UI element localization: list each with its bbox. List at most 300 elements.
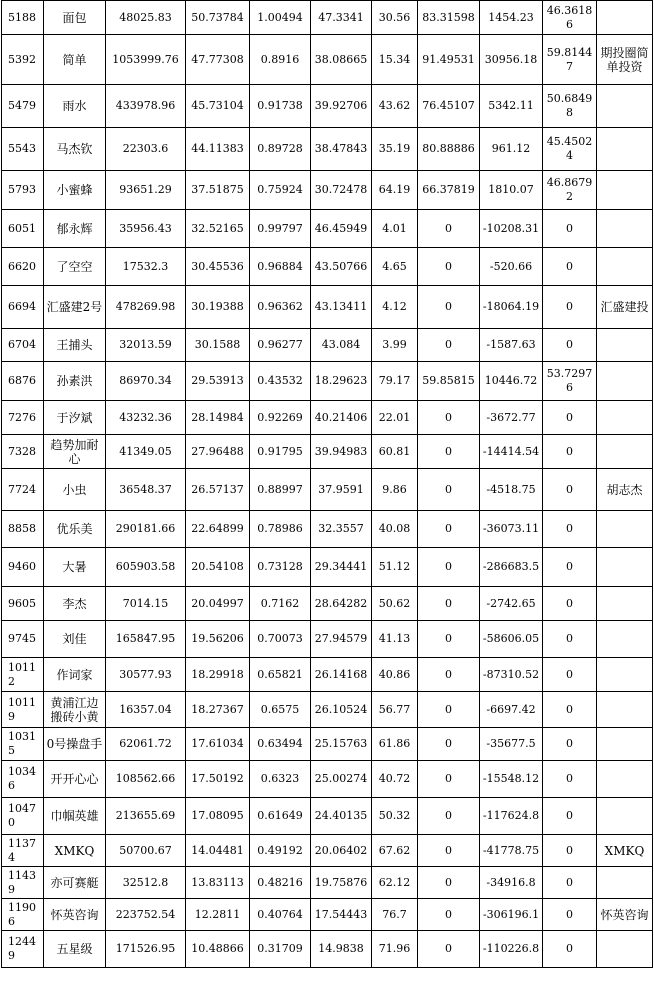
- value-cell-3: 0.48216: [250, 867, 311, 899]
- value-cell-8: 50.68498: [543, 85, 597, 128]
- value-cell-7: -2742.65: [480, 587, 543, 621]
- value-cell-7: 1454.23: [480, 1, 543, 35]
- value-cell-1: 93651.29: [106, 171, 186, 210]
- name-cell: 李杰: [44, 587, 106, 621]
- value-cell-5: 40.08: [372, 511, 418, 548]
- value-cell-1: 35956.43: [106, 210, 186, 248]
- value-cell-8: 46.36186: [543, 1, 597, 35]
- value-cell-5: 60.81: [372, 435, 418, 469]
- value-cell-8: 0: [543, 899, 597, 931]
- value-cell-3: 0.7162: [250, 587, 311, 621]
- value-cell-2: 19.56206: [186, 621, 250, 658]
- name-cell: XMKQ: [44, 835, 106, 867]
- value-cell-6: 0: [418, 548, 480, 587]
- value-cell-4: 14.9838: [311, 931, 372, 968]
- value-cell-2: 30.19388: [186, 286, 250, 329]
- value-cell-7: -34916.8: [480, 867, 543, 899]
- value-cell-2: 18.29918: [186, 658, 250, 692]
- name-cell: 了空空: [44, 248, 106, 286]
- value-cell-8: 0: [543, 798, 597, 835]
- value-cell-5: 4.01: [372, 210, 418, 248]
- value-cell-4: 47.3341: [311, 1, 372, 35]
- value-cell-8: 0: [543, 761, 597, 798]
- value-cell-1: 86970.34: [106, 362, 186, 401]
- value-cell-6: 0: [418, 899, 480, 931]
- value-cell-5: 50.62: [372, 587, 418, 621]
- value-cell-6: 0: [418, 329, 480, 362]
- table-row: [2, 171, 653, 210]
- value-cell-7: -286683.5: [480, 548, 543, 587]
- value-cell-8: 0: [543, 621, 597, 658]
- value-cell-2: 22.64899: [186, 511, 250, 548]
- note-cell: XMKQ: [597, 835, 653, 867]
- name-cell: 优乐美: [44, 511, 106, 548]
- note-cell: [597, 548, 653, 587]
- value-cell-2: 37.51875: [186, 171, 250, 210]
- value-cell-1: 30577.93: [106, 658, 186, 692]
- value-cell-2: 17.61034: [186, 728, 250, 761]
- id-cell: 5543: [2, 128, 44, 171]
- value-cell-8: 59.81447: [543, 35, 597, 85]
- table-row: [2, 511, 653, 548]
- name-cell: 小蜜蜂: [44, 171, 106, 210]
- value-cell-1: 22303.6: [106, 128, 186, 171]
- value-cell-1: 32512.8: [106, 867, 186, 899]
- value-cell-3: 0.65821: [250, 658, 311, 692]
- value-cell-7: 10446.72: [480, 362, 543, 401]
- value-cell-4: 38.47843: [311, 128, 372, 171]
- value-cell-2: 13.83113: [186, 867, 250, 899]
- value-cell-5: 64.19: [372, 171, 418, 210]
- table-row: [2, 587, 653, 621]
- note-cell: [597, 248, 653, 286]
- value-cell-4: 40.21406: [311, 401, 372, 435]
- value-cell-2: 32.52165: [186, 210, 250, 248]
- value-cell-4: 19.75876: [311, 867, 372, 899]
- note-cell: [597, 728, 653, 761]
- value-cell-5: 9.86: [372, 469, 418, 511]
- table-row: [2, 1, 653, 35]
- value-cell-4: 39.92706: [311, 85, 372, 128]
- value-cell-8: 0: [543, 835, 597, 867]
- table-row: [2, 835, 653, 867]
- value-cell-5: 15.34: [372, 35, 418, 85]
- value-cell-4: 37.9591: [311, 469, 372, 511]
- value-cell-3: 1.00494: [250, 1, 311, 35]
- note-cell: [597, 658, 653, 692]
- value-cell-3: 0.88997: [250, 469, 311, 511]
- name-cell: 黄浦江边搬砖小黄: [44, 692, 106, 728]
- value-cell-4: 43.50766: [311, 248, 372, 286]
- name-cell: 巾帼英雄: [44, 798, 106, 835]
- id-cell: 11374: [2, 835, 44, 867]
- value-cell-6: 0: [418, 867, 480, 899]
- table-row: [2, 899, 653, 931]
- name-cell: 郁永辉: [44, 210, 106, 248]
- value-cell-8: 0: [543, 548, 597, 587]
- ranking-table: [1, 0, 653, 968]
- value-cell-1: 223752.54: [106, 899, 186, 931]
- value-cell-2: 10.48866: [186, 931, 250, 968]
- value-cell-2: 17.50192: [186, 761, 250, 798]
- value-cell-1: 171526.95: [106, 931, 186, 968]
- table-row: [2, 210, 653, 248]
- value-cell-7: -41778.75: [480, 835, 543, 867]
- table-row: [2, 728, 653, 761]
- table-row: [2, 128, 653, 171]
- value-cell-2: 17.08095: [186, 798, 250, 835]
- note-cell: [597, 85, 653, 128]
- value-cell-6: 0: [418, 286, 480, 329]
- name-cell: 怀英咨询: [44, 899, 106, 931]
- name-cell: 简单: [44, 35, 106, 85]
- value-cell-3: 0.89728: [250, 128, 311, 171]
- name-cell: 雨水: [44, 85, 106, 128]
- id-cell: 9605: [2, 587, 44, 621]
- value-cell-7: 5342.11: [480, 85, 543, 128]
- value-cell-1: 1053999.76: [106, 35, 186, 85]
- table-row: [2, 329, 653, 362]
- value-cell-7: -35677.5: [480, 728, 543, 761]
- value-cell-5: 4.65: [372, 248, 418, 286]
- value-cell-1: 213655.69: [106, 798, 186, 835]
- note-cell: 怀英咨询: [597, 899, 653, 931]
- value-cell-3: 0.92269: [250, 401, 311, 435]
- table-row: [2, 248, 653, 286]
- value-cell-3: 0.63494: [250, 728, 311, 761]
- value-cell-2: 28.14984: [186, 401, 250, 435]
- value-cell-5: 40.72: [372, 761, 418, 798]
- table-row: [2, 761, 653, 798]
- table-row: [2, 286, 653, 329]
- value-cell-5: 76.7: [372, 899, 418, 931]
- id-cell: 6620: [2, 248, 44, 286]
- value-cell-3: 0.96277: [250, 329, 311, 362]
- value-cell-7: 961.12: [480, 128, 543, 171]
- id-cell: 5188: [2, 1, 44, 35]
- value-cell-2: 14.04481: [186, 835, 250, 867]
- value-cell-6: 0: [418, 658, 480, 692]
- value-cell-3: 0.96884: [250, 248, 311, 286]
- value-cell-2: 18.27367: [186, 692, 250, 728]
- value-cell-8: 45.45024: [543, 128, 597, 171]
- value-cell-5: 51.12: [372, 548, 418, 587]
- value-cell-3: 0.91738: [250, 85, 311, 128]
- name-cell: 孙素洪: [44, 362, 106, 401]
- value-cell-7: -36073.11: [480, 511, 543, 548]
- value-cell-5: 61.86: [372, 728, 418, 761]
- value-cell-1: 16357.04: [106, 692, 186, 728]
- value-cell-2: 44.11383: [186, 128, 250, 171]
- name-cell: 趋势加耐心: [44, 435, 106, 469]
- id-cell: 6876: [2, 362, 44, 401]
- value-cell-7: -306196.1: [480, 899, 543, 931]
- id-cell: 12449: [2, 931, 44, 968]
- note-cell: [597, 329, 653, 362]
- value-cell-3: 0.43532: [250, 362, 311, 401]
- id-cell: 10112: [2, 658, 44, 692]
- id-cell: 6051: [2, 210, 44, 248]
- value-cell-5: 71.96: [372, 931, 418, 968]
- value-cell-5: 40.86: [372, 658, 418, 692]
- value-cell-5: 3.99: [372, 329, 418, 362]
- value-cell-4: 30.72478: [311, 171, 372, 210]
- value-cell-3: 0.78986: [250, 511, 311, 548]
- value-cell-3: 0.8916: [250, 35, 311, 85]
- note-cell: 期投圈简单投资: [597, 35, 653, 85]
- value-cell-2: 29.53913: [186, 362, 250, 401]
- value-cell-2: 30.1588: [186, 329, 250, 362]
- id-cell: 10346: [2, 761, 44, 798]
- id-cell: 10119: [2, 692, 44, 728]
- id-cell: 7724: [2, 469, 44, 511]
- value-cell-3: 0.40764: [250, 899, 311, 931]
- value-cell-2: 30.45536: [186, 248, 250, 286]
- note-cell: 胡志杰: [597, 469, 653, 511]
- value-cell-4: 25.00274: [311, 761, 372, 798]
- table-row: [2, 362, 653, 401]
- value-cell-1: 32013.59: [106, 329, 186, 362]
- value-cell-5: 35.19: [372, 128, 418, 171]
- value-cell-4: 43.13411: [311, 286, 372, 329]
- value-cell-6: 76.45107: [418, 85, 480, 128]
- note-cell: [597, 171, 653, 210]
- note-cell: [597, 401, 653, 435]
- value-cell-5: 67.62: [372, 835, 418, 867]
- table-row: [2, 798, 653, 835]
- value-cell-7: -15548.12: [480, 761, 543, 798]
- value-cell-5: 4.12: [372, 286, 418, 329]
- value-cell-8: 0: [543, 469, 597, 511]
- value-cell-8: 0: [543, 692, 597, 728]
- value-cell-7: -18064.19: [480, 286, 543, 329]
- table-row: [2, 401, 653, 435]
- id-cell: 6704: [2, 329, 44, 362]
- table-row: [2, 658, 653, 692]
- value-cell-3: 0.73128: [250, 548, 311, 587]
- name-cell: 五星级: [44, 931, 106, 968]
- value-cell-5: 41.13: [372, 621, 418, 658]
- value-cell-7: -14414.54: [480, 435, 543, 469]
- value-cell-6: 91.49531: [418, 35, 480, 85]
- value-cell-1: 478269.98: [106, 286, 186, 329]
- value-cell-1: 48025.83: [106, 1, 186, 35]
- id-cell: 10315: [2, 728, 44, 761]
- name-cell: 小虫: [44, 469, 106, 511]
- table-body: [2, 1, 653, 968]
- value-cell-2: 47.77308: [186, 35, 250, 85]
- value-cell-7: 1810.07: [480, 171, 543, 210]
- value-cell-5: 22.01: [372, 401, 418, 435]
- note-cell: [597, 621, 653, 658]
- value-cell-1: 17532.3: [106, 248, 186, 286]
- note-cell: [597, 1, 653, 35]
- value-cell-8: 53.72976: [543, 362, 597, 401]
- value-cell-4: 32.3557: [311, 511, 372, 548]
- name-cell: 0号操盘手: [44, 728, 106, 761]
- value-cell-7: 30956.18: [480, 35, 543, 85]
- value-cell-7: -58606.05: [480, 621, 543, 658]
- value-cell-8: 0: [543, 931, 597, 968]
- value-cell-8: 0: [543, 329, 597, 362]
- value-cell-8: 0: [543, 210, 597, 248]
- value-cell-4: 18.29623: [311, 362, 372, 401]
- note-cell: [597, 210, 653, 248]
- value-cell-4: 46.45949: [311, 210, 372, 248]
- note-cell: [597, 867, 653, 899]
- value-cell-2: 20.54108: [186, 548, 250, 587]
- note-cell: [597, 587, 653, 621]
- name-cell: 于汐斌: [44, 401, 106, 435]
- note-cell: [597, 511, 653, 548]
- value-cell-6: 0: [418, 587, 480, 621]
- value-cell-4: 25.15763: [311, 728, 372, 761]
- note-cell: [597, 931, 653, 968]
- value-cell-7: -10208.31: [480, 210, 543, 248]
- name-cell: 作词家: [44, 658, 106, 692]
- value-cell-1: 108562.66: [106, 761, 186, 798]
- value-cell-2: 12.2811: [186, 899, 250, 931]
- name-cell: 马杰钦: [44, 128, 106, 171]
- note-cell: [597, 435, 653, 469]
- table-row: [2, 469, 653, 511]
- value-cell-1: 433978.96: [106, 85, 186, 128]
- id-cell: 7276: [2, 401, 44, 435]
- value-cell-5: 62.12: [372, 867, 418, 899]
- value-cell-6: 0: [418, 835, 480, 867]
- id-cell: 10470: [2, 798, 44, 835]
- value-cell-6: 80.88886: [418, 128, 480, 171]
- table-row: [2, 435, 653, 469]
- name-cell: 刘佳: [44, 621, 106, 658]
- note-cell: [597, 362, 653, 401]
- value-cell-7: -6697.42: [480, 692, 543, 728]
- value-cell-6: 83.31598: [418, 1, 480, 35]
- value-cell-6: 0: [418, 511, 480, 548]
- value-cell-7: -520.66: [480, 248, 543, 286]
- value-cell-4: 17.54443: [311, 899, 372, 931]
- value-cell-1: 290181.66: [106, 511, 186, 548]
- id-cell: 8858: [2, 511, 44, 548]
- value-cell-5: 43.62: [372, 85, 418, 128]
- value-cell-6: 0: [418, 621, 480, 658]
- id-cell: 7328: [2, 435, 44, 469]
- name-cell: 汇盛建2号: [44, 286, 106, 329]
- value-cell-3: 0.61649: [250, 798, 311, 835]
- value-cell-7: -4518.75: [480, 469, 543, 511]
- value-cell-1: 50700.67: [106, 835, 186, 867]
- value-cell-1: 7014.15: [106, 587, 186, 621]
- value-cell-2: 20.04997: [186, 587, 250, 621]
- id-cell: 5793: [2, 171, 44, 210]
- value-cell-5: 79.17: [372, 362, 418, 401]
- value-cell-4: 26.14168: [311, 658, 372, 692]
- value-cell-6: 0: [418, 728, 480, 761]
- value-cell-1: 41349.05: [106, 435, 186, 469]
- value-cell-1: 43232.36: [106, 401, 186, 435]
- value-cell-8: 0: [543, 511, 597, 548]
- value-cell-8: 0: [543, 867, 597, 899]
- value-cell-8: 46.86792: [543, 171, 597, 210]
- value-cell-3: 0.96362: [250, 286, 311, 329]
- value-cell-8: 0: [543, 248, 597, 286]
- value-cell-1: 36548.37: [106, 469, 186, 511]
- table-row: [2, 85, 653, 128]
- value-cell-1: 605903.58: [106, 548, 186, 587]
- value-cell-5: 56.77: [372, 692, 418, 728]
- value-cell-6: 59.85815: [418, 362, 480, 401]
- value-cell-3: 0.49192: [250, 835, 311, 867]
- table-row: [2, 548, 653, 587]
- name-cell: 大暑: [44, 548, 106, 587]
- value-cell-2: 50.73784: [186, 1, 250, 35]
- id-cell: 6694: [2, 286, 44, 329]
- note-cell: [597, 692, 653, 728]
- value-cell-7: -117624.8: [480, 798, 543, 835]
- id-cell: 9745: [2, 621, 44, 658]
- value-cell-4: 27.94579: [311, 621, 372, 658]
- name-cell: 王捕头: [44, 329, 106, 362]
- name-cell: 面包: [44, 1, 106, 35]
- value-cell-6: 0: [418, 401, 480, 435]
- value-cell-3: 0.6575: [250, 692, 311, 728]
- table-row: [2, 621, 653, 658]
- value-cell-4: 38.08665: [311, 35, 372, 85]
- value-cell-6: 0: [418, 692, 480, 728]
- table-row: [2, 35, 653, 85]
- value-cell-8: 0: [543, 658, 597, 692]
- value-cell-1: 165847.95: [106, 621, 186, 658]
- value-cell-3: 0.6323: [250, 761, 311, 798]
- value-cell-6: 0: [418, 248, 480, 286]
- value-cell-3: 0.99797: [250, 210, 311, 248]
- value-cell-2: 26.57137: [186, 469, 250, 511]
- value-cell-2: 27.96488: [186, 435, 250, 469]
- value-cell-5: 50.32: [372, 798, 418, 835]
- note-cell: [597, 128, 653, 171]
- id-cell: 5392: [2, 35, 44, 85]
- value-cell-7: -87310.52: [480, 658, 543, 692]
- name-cell: 亦可赛艇: [44, 867, 106, 899]
- id-cell: 11439: [2, 867, 44, 899]
- table-row: [2, 692, 653, 728]
- value-cell-6: 66.37819: [418, 171, 480, 210]
- value-cell-6: 0: [418, 435, 480, 469]
- value-cell-4: 28.64282: [311, 587, 372, 621]
- value-cell-8: 0: [543, 728, 597, 761]
- value-cell-5: 30.56: [372, 1, 418, 35]
- value-cell-4: 39.94983: [311, 435, 372, 469]
- value-cell-6: 0: [418, 931, 480, 968]
- value-cell-4: 20.06402: [311, 835, 372, 867]
- value-cell-7: -3672.77: [480, 401, 543, 435]
- value-cell-8: 0: [543, 587, 597, 621]
- value-cell-6: 0: [418, 469, 480, 511]
- id-cell: 5479: [2, 85, 44, 128]
- value-cell-4: 43.084: [311, 329, 372, 362]
- name-cell: 开开心心: [44, 761, 106, 798]
- value-cell-6: 0: [418, 210, 480, 248]
- value-cell-3: 0.70073: [250, 621, 311, 658]
- value-cell-7: -1587.63: [480, 329, 543, 362]
- note-cell: 汇盛建投: [597, 286, 653, 329]
- table-row: [2, 931, 653, 968]
- value-cell-4: 24.40135: [311, 798, 372, 835]
- value-cell-4: 26.10524: [311, 692, 372, 728]
- note-cell: [597, 761, 653, 798]
- value-cell-3: 0.31709: [250, 931, 311, 968]
- value-cell-7: -110226.8: [480, 931, 543, 968]
